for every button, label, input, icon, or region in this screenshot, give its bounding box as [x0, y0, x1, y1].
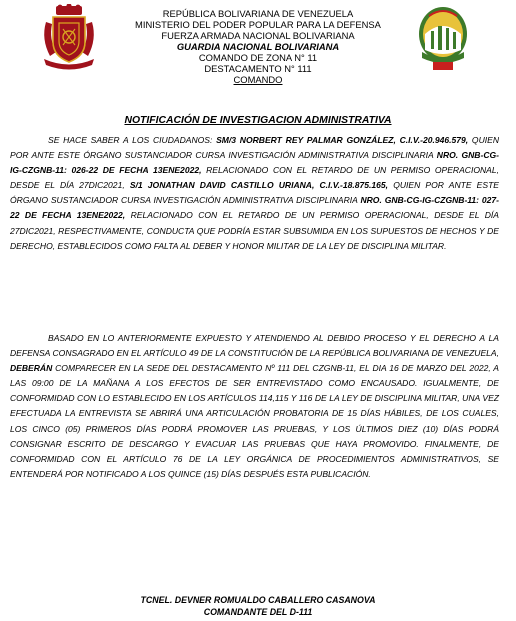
header-comando: COMANDO [233, 74, 283, 85]
case-2-number: NRO. GNB-CG-IG-CZGNB-11: 027-22 DE FECHA 13ENE2022, [10, 195, 499, 221]
deberan-keyword: DEBERÁN [10, 363, 53, 374]
header-republica: REPÚBLICA BOLIVARIANA DE VENEZUELA [162, 8, 354, 19]
document-header [0, 8, 516, 85]
person-2-name: S/1 JONATHAN DAVID CASTILLO URIANA, C.I.V.-18.875.165, [129, 180, 389, 191]
paragraph-notice: SE HACE SABER A LOS CIUDADANOS: SM/3 NORBERT REY PALMAR GONZÁLEZ, C.I.V.-20.946.579, QUIEN POR ANTE ESTE ÓRGANO SUSTANCIADOR CURSA INVESTIGACIÓN ADMINISTRATIVA DISCIPLINARIA NRO. GNB-CG-IG-CZGNB-11: 026-22 DE FECHA 13ENE2022, RELACIONADO CON EL RETARDO DE UN PERMISO OPERACIONAL, DESDE EL DÍA 27DIC2021, S/1 JONATHAN DAVID CASTILLO URIANA, C.I.V.-18.875.165, QUIEN POR ANTE ESTE ÓRGANO SUSTANCIADOR CURSA INVESTIGACIÓN ADMINISTRATIVA DISCIPLINARIA NRO. GNB-CG-IG-CZGNB-11: 027-22 DE FECHA 13ENE2022, RELACIONADO CON EL RETARDO DE UN PERMISO OPERACIONAL, DESDE EL DÍA 27DIC2021, RESPECTIVAMENTE, CONDUCTA QUE PODRÍA ESTAR SUBSUMIDA EN LOS SUPUESTOS DE HECHOS Y DE DERECHO, ESTABLECIDOS COMO FALTA AL DEBER Y HONOR MILITAR DE LA LEY DE DISCIPLINA MILITAR. [10, 135, 500, 251]
signer-role: COMANDANTE DEL D-111 [203, 607, 313, 617]
signer-name: TCNEL. DEVNER ROMUALDO CABALLERO CASANOVA [140, 595, 376, 605]
case-1-number: NRO. GNB-CG-IG-CZGNB-11: 026-22 DE FECHA 13ENE2022, [10, 150, 499, 176]
person-1-name: SM/3 NORBERT REY PALMAR GONZÁLEZ, C.I.V.-20.946.579, [216, 135, 469, 145]
signature-block [0, 594, 516, 618]
document-title: NOTIFICACIÓN DE INVESTIGACION ADMINISTRATIVA [124, 115, 392, 126]
header-fuerza-armada: FUERZA ARMADA NACIONAL BOLIVARIANA [161, 30, 355, 41]
header-comando-zona: COMANDO DE ZONA N° 11 [198, 52, 318, 63]
header-guardia-nacional: GUARDIA NACIONAL BOLIVARIANA [176, 41, 340, 52]
paragraph-summons: BASADO EN LO ANTERIORMENTE EXPUESTO Y ATENDIENDO AL DEBIDO PROCESO Y EL DERECHO A LA DEFENSA CONSAGRADO EN EL ARTÍCULO 49 DE LA CONSTITUCIÓN DE LA REPÚBLICA BOLIVARIANA DE VENEZUELA, DEBERÁN COMPARECER EN LA SEDE DEL DESTACAMENTO Nº 111 DEL CZGNB-11, EL DIA 16 DE MARZO DEL 2022, A LAS 09:00 DE LA MAÑANA A LOS EFECTOS DE SER ENTREVISTADO COMO ENCAUSADO. IGUALMENTE, DE CONFORMIDAD CON LO ESTABLECIDO EN LOS ARTÍCULOS 114,115 Y 116 DE LA LEY DE DISCIPLINA MILITAR, UNA VEZ EFECTUADA LA ENTREVISTA SE ABRIRÁ UNA ARTICULACIÓN PROBATORIA DE 15 DÍAS HÁBILES, DE LOS CUALES, LOS CINCO (05) PRIMEROS DÍAS PODRÁ PROMOVER LAS PRUEBAS, Y LOS ÚLTIMOS DIEZ (10) DÍAS PODRÁ CONSIGNAR ESCRITO DE DESCARGO Y EVACUAR LAS PRUEBAS QUE HAYA PROMOVIDO. FINALMENTE, DE CONFORMIDAD CON EL ARTÍCULO 76 DE LA LEY ORGÁNICA DE PROCEDIMIENTOS ADMINISTRATIVOS, SE ENTENDERÁ POR NOTIFICADO A LOS QUINCE (15) DÍAS DESPUÉS ESTA PUBLICACIÓN. [10, 333, 499, 479]
header-destacamento: DESTACAMENTO N° 111 [204, 63, 312, 74]
header-ministerio: MINISTERIO DEL PODER POPULAR PARA LA DEFENSA [135, 19, 381, 30]
